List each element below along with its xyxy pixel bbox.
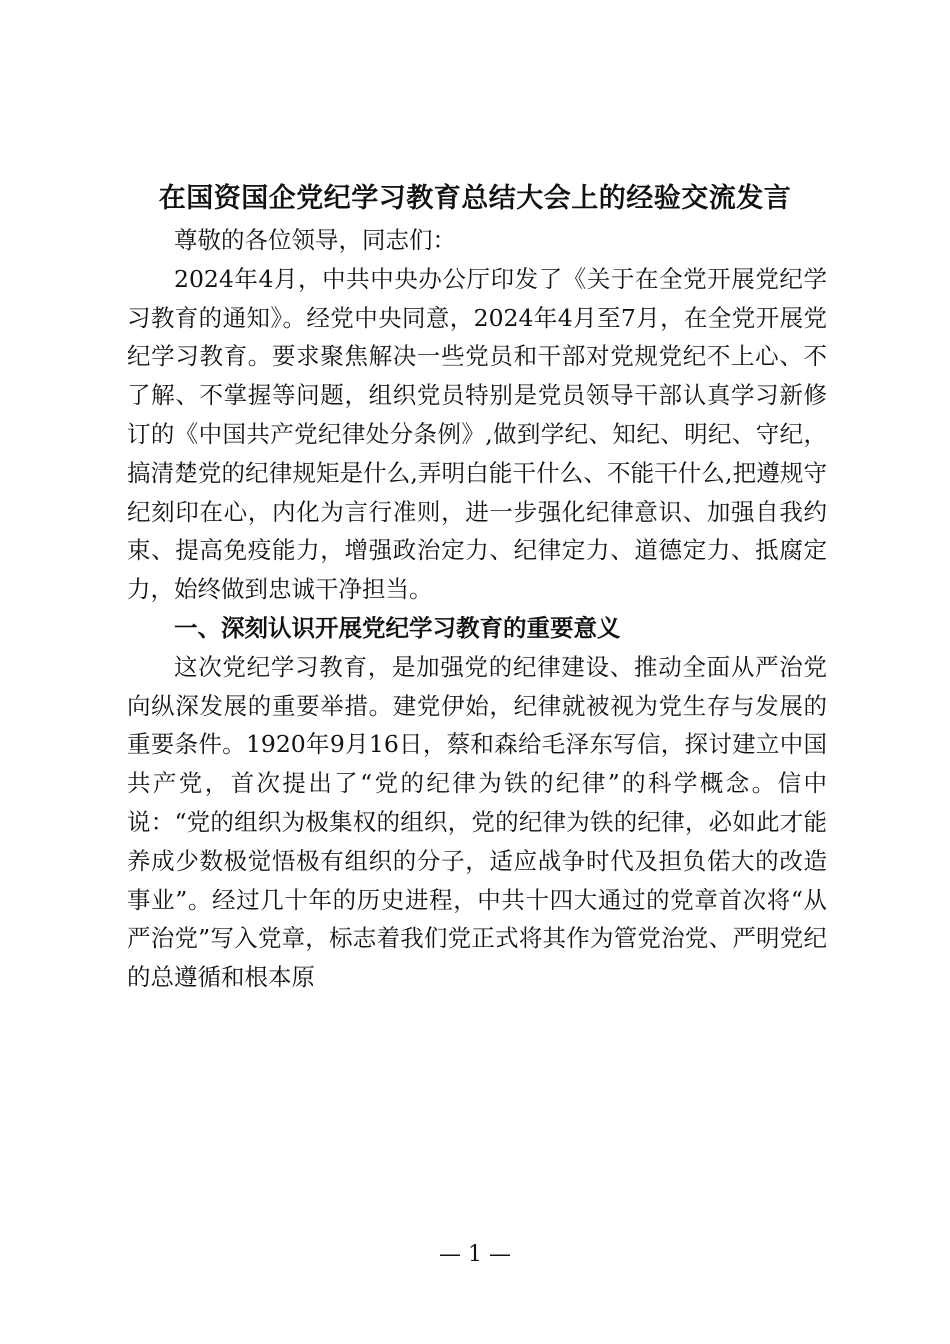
paragraph-intro: 2024年4月，中共中央办公厅印发了《关于在全党开展党纪学习教育的通知》。经党中央同意，2024年4月至7月，在全党开展党纪学习教育。要求聚焦解决一些党员和干部对党规党纪不上心、不了解、不掌握等问题，组织党员特别是党员领导干部认真学习新修订的《中国共产党纪律处分条例》,做到学纪、知纪、明纪、守纪，搞清楚党的纪律规矩是什么,弄明白能干什么、不能干什么,把遵规守纪刻印在心，内化为言行准则，进一步强化纪律意识、加强自我约束、提高免疫能力，增强政治定力、纪律定力、道德定力、抵腐定力，始终做到忠诚干净担当。	[127, 264, 827, 604]
page-number: — 1 —	[439, 1242, 511, 1267]
document-title: 在国资国企党纪学习教育总结大会上的经验交流发言	[158, 183, 792, 214]
section-heading-1: 一、深刻认识开展党纪学习教育的重要意义	[174, 613, 621, 642]
salutation: 尊敬的各位领导，同志们：	[174, 226, 456, 254]
document-body	[127, 221, 827, 997]
paragraph-section-1: 这次党纪学习教育，是加强党的纪律建设、推动全面从严治党向纵深发展的重要举措。建党伊始，纪律就被视为党生存与发展的重要条件。1920年9月16日，蔡和森给毛泽东写信，探讨建立中国共产党，首次提出了“党的纪律为铁的纪律”的科学概念。信中说：“党的组织为极集权的组织，党的纪律为铁的纪律，必如此才能养成少数极觉悟极有组织的分子，适应战争时代及担负偌大的改造事业”。经过几十年的历史进程，中共十四大通过的党章首次将“从严治党”写入党章，标志着我们党正式将其作为管党治党、严明党纪的总遵循和根本原	[127, 652, 827, 992]
